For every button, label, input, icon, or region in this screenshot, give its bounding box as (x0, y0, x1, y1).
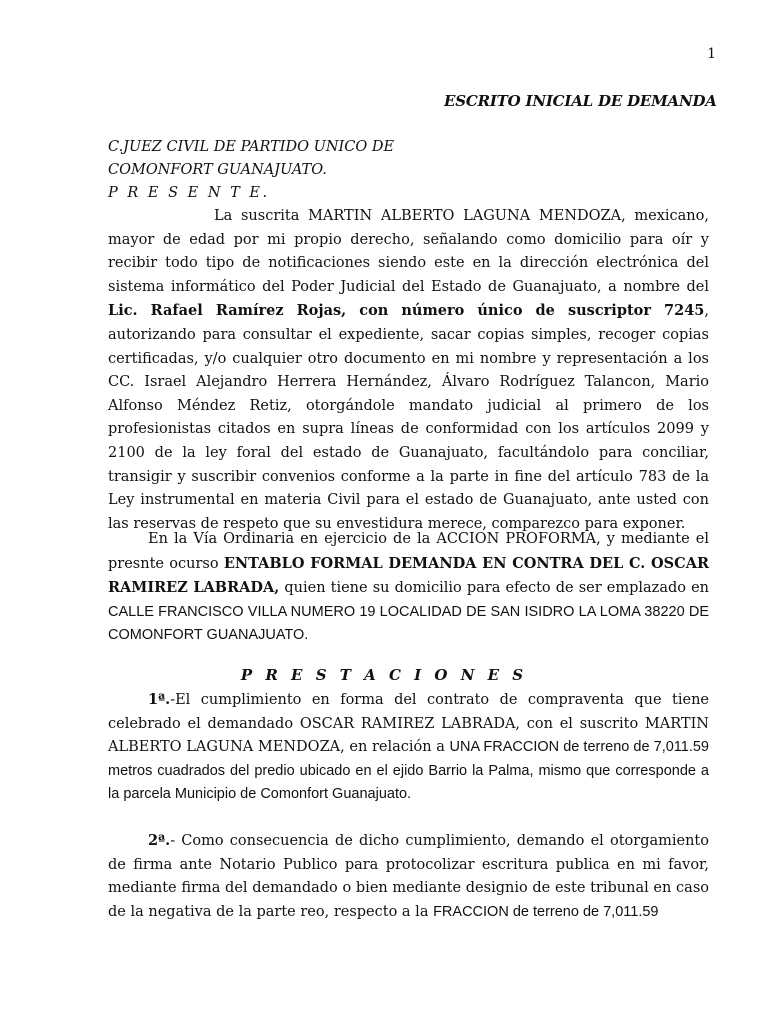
paragraph-demand (108, 528, 709, 648)
prestacion-1-fraction: UNA FRACCION de terreno de 7,011.59 metros cuadrados del predio ubicado en el ejido Barrio la Palma, mismo que corresponde a la parcela Municipio de Comonfort Guanajuato. (108, 739, 709, 803)
addressee-line-2: COMONFORT GUANAJUATO. (108, 162, 327, 178)
paragraph-introduction (108, 205, 709, 536)
prestacion-2-text: - Como consecuencia de dicho cumplimiento, demando el otorgamiento de firma ante Notario Publico para protocolizar escritura publica en mi favor, mediante firma del demandado o bien mediante designio de este tribunal en caso de la negativa de la parte reo, respecto a la (108, 833, 709, 920)
intro-text-2: , señalando como domicilio para oír y recibir todo tipo de notificaciones siendo este en la dirección electrónica del sistema informático del Poder Judicial del Estado de Guanajuato, a nombre del (108, 231, 709, 295)
prestacion-2-number: 2ª. (148, 832, 171, 849)
section-title-prestaciones: P R E S T A C I O N E S (240, 666, 528, 684)
addressee-line-1: C.JUEZ CIVIL DE PARTIDO UNICO DE (108, 139, 395, 155)
demand-text-2: quien tiene su domicilio para efecto de ser emplazado en (279, 580, 710, 597)
intro-text-3: , autorizando para consultar el expediente, sacar copias simples, recoger copias certificadas, y/o cualquier otro documento en mi nombre y representación a los CC. Israel Alejandro Herrera Hernández, Álvaro Rodríguez Talancon, Mario Alfonso Méndez Retiz, otorgándole mandato judicial al primero de los profesionistas citados en supra líneas de conformidad con los artículos 2099 y 2100 de la ley foral del estado de Guanajuato, facultándolo para conciliar, transigir y suscribir convenios conforme a la parte in fine del artículo 783 de la Ley instrumental en materia Civil para el estado de Guanajuato, ante usted con las reservas de respeto que su envestidura merece, comparezco para exponer. (108, 303, 709, 532)
addressee-line-3: P R E S E N T E. (108, 185, 270, 201)
prestacion-1-number: 1ª. (148, 691, 171, 708)
document-title: ESCRITO INICIAL DE DEMANDA (444, 92, 717, 110)
intro-text-1: La suscrita MARTIN ALBERTO LAGUNA MENDOZA, mexicano, mayor de edad por mi propio derecho (108, 208, 709, 248)
paragraph-prestacion-2 (108, 829, 709, 924)
page-number: 1 (707, 46, 716, 62)
prestacion-1-text: -El cumplimiento en forma del contrato de compraventa que tiene celebrado el demandado OSCAR RAMIREZ LABRADA, con el suscrito MARTIN ALBERTO LAGUNA MENDOZA, en relación a (108, 692, 709, 756)
intro-bold-subscriber: Lic. Rafael Ramírez Rojas, con número único de suscriptor 7245 (108, 302, 705, 320)
demand-bold: ENTABLO FORMAL DEMANDA EN CONTRA DEL C. OSCAR RAMIREZ LABRADA, (108, 554, 709, 597)
addressee-block (108, 136, 394, 205)
paragraph-prestacion-1 (108, 688, 709, 807)
prestacion-2-fraction: FRACCION de terreno de 7,011.59 (433, 903, 659, 920)
demand-text-1: En la Vía Ordinaria en ejercicio de la ACCION PROFORMA, y mediante el presnte ocurso (108, 531, 709, 572)
demand-address: CALLE FRANCISCO VILLA NUMERO 19 LOCALIDAD DE SAN ISIDRO LA LOMA 38220 DE COMONFORT GUANAJUATO. (108, 603, 709, 644)
